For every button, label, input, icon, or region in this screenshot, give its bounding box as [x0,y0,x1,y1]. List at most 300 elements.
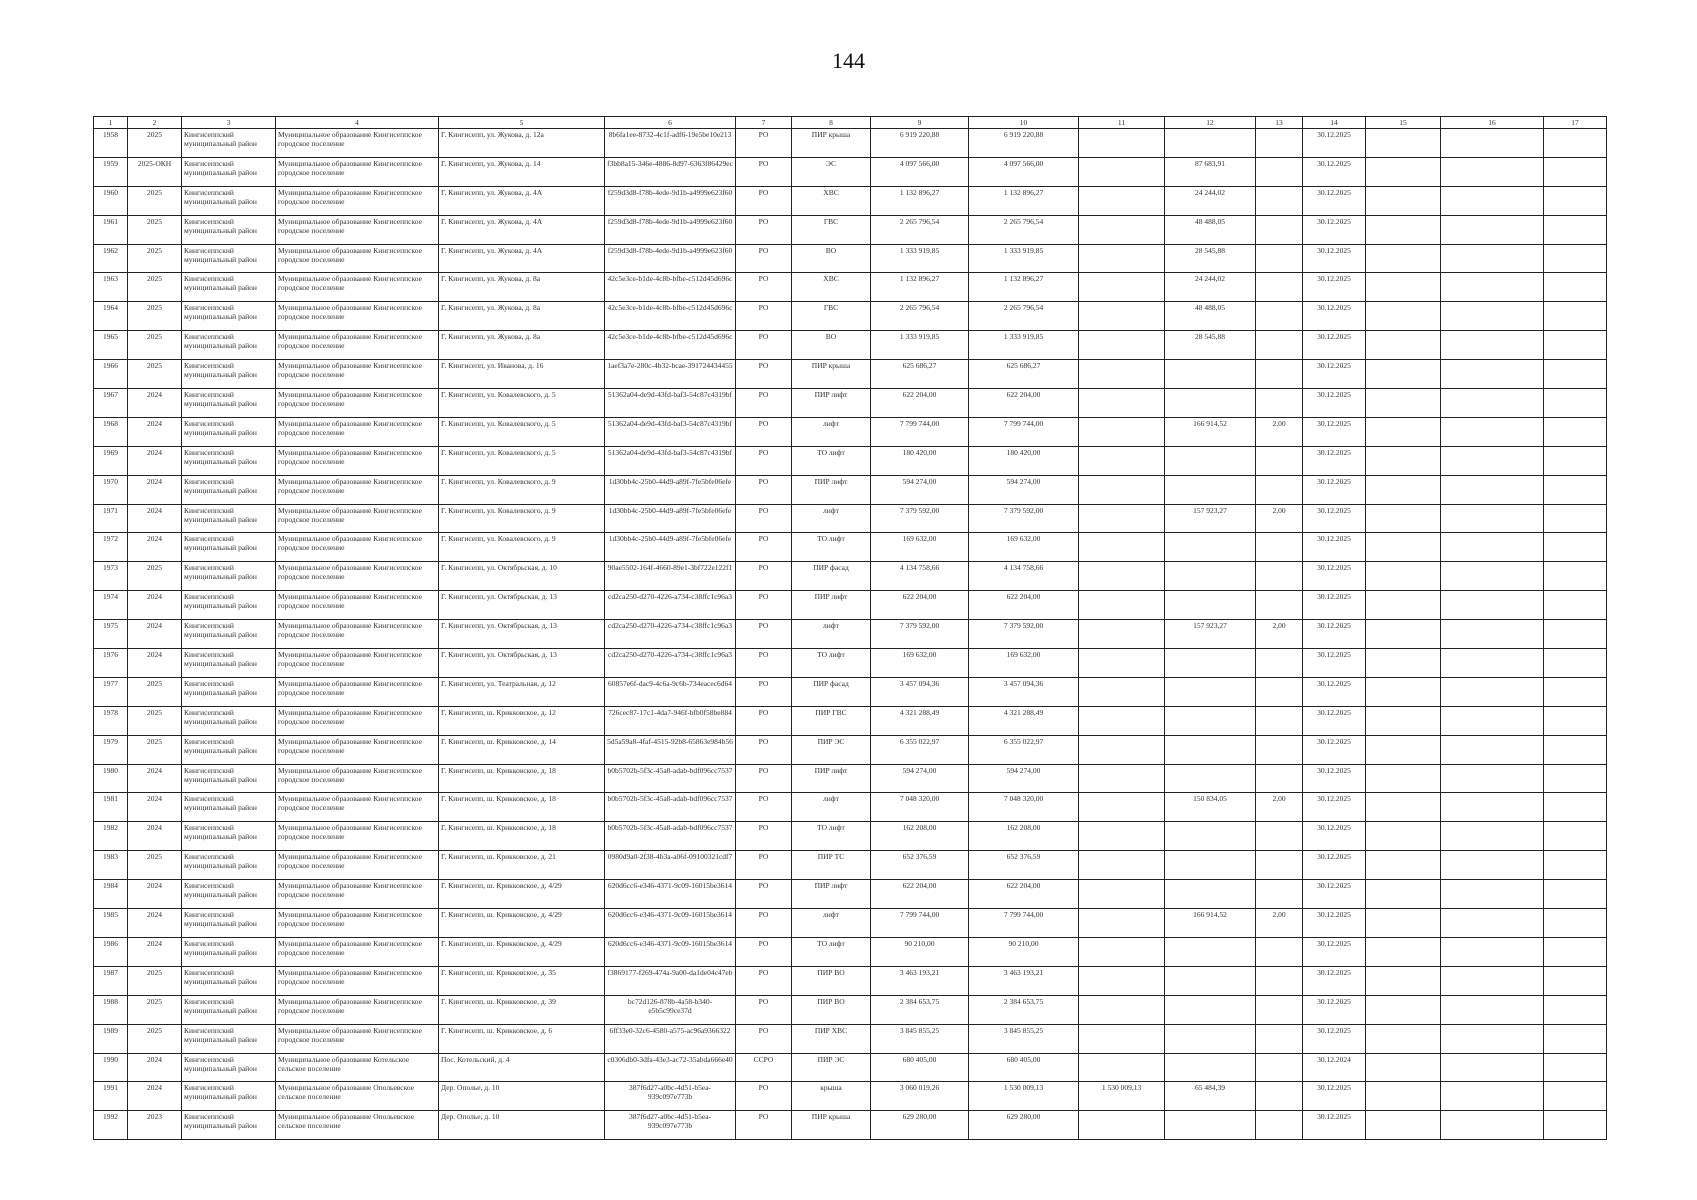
cell-program: РО [736,129,792,158]
cell-district: Кингисеппский муниципальный район [182,793,276,822]
cell-municipality: Муниципальное образование Кингисеппское городское поселение [276,706,439,735]
cell-total-cost: 169 632,00 [871,649,969,678]
page-number: 144 [832,48,865,73]
cell-cost-other [1079,562,1165,591]
table-header [94,117,1607,129]
cell-work-type: крыша [792,1082,871,1111]
cell-col-17 [1544,504,1607,533]
cell-total-cost: 169 632,00 [871,533,969,562]
cell-deadline: 30.12.2024 [1303,1053,1366,1082]
cell-col-15 [1366,389,1441,418]
table-row [94,822,1607,851]
cell-row-number: 1978 [94,706,128,735]
cell-total-cost: 6 355 022,97 [871,735,969,764]
cell-cost-fund: 2 384 653,75 [969,995,1079,1024]
cell-col-17 [1544,764,1607,793]
cell-total-cost: 7 379 592,00 [871,504,969,533]
cell-row-number: 1981 [94,793,128,822]
cell-deadline: 30.12.2025 [1303,533,1366,562]
cell-cost-fund: 162 208,00 [969,822,1079,851]
cell-row-number: 1966 [94,360,128,389]
cell-cost-fund: 7 379 592,00 [969,620,1079,649]
cell-municipality: Муниципальное образование Кингисеппское городское поселение [276,793,439,822]
cell-row-number: 1964 [94,302,128,331]
cell-col-15 [1366,937,1441,966]
cell-col-17 [1544,129,1607,158]
cell-cost-other [1079,1111,1165,1140]
cell-cost-extra [1165,1111,1256,1140]
cell-municipality: Муниципальное образование Кингисеппское городское поселение [276,909,439,938]
cell-cost-fund: 7 379 592,00 [969,504,1079,533]
cell-work-type: ПИР крыша [792,360,871,389]
cell-cost-fund: 1 333 919,85 [969,244,1079,273]
cell-work-type: лифт [792,620,871,649]
cell-address: Г. Кингисепп, ул. Октябрьская, д. 13 [439,620,605,649]
cell-deadline: 30.12.2025 [1303,706,1366,735]
cell-municipality: Муниципальное образование Кингисеппское городское поселение [276,822,439,851]
table-row [94,995,1607,1024]
cell-row-number: 1959 [94,157,128,186]
cell-program: РО [736,417,792,446]
cell-address: Г. Кингисепп, ш. Крикковское, д. 4/29 [439,937,605,966]
table-row [94,244,1607,273]
cell-col-15 [1366,475,1441,504]
cell-col-17 [1544,735,1607,764]
cell-cost-fund: 169 632,00 [969,649,1079,678]
cell-program: РО [736,360,792,389]
cell-total-cost: 594 274,00 [871,764,969,793]
cell-quantity: 2,00 [1256,620,1303,649]
cell-col-17 [1544,446,1607,475]
cell-row-number: 1976 [94,649,128,678]
cell-district: Кингисеппский муниципальный район [182,446,276,475]
cell-year: 2024 [128,793,182,822]
cell-col-17 [1544,1111,1607,1140]
cell-municipality: Муниципальное образование Кингисеппское городское поселение [276,417,439,446]
cell-total-cost: 4 097 566,00 [871,157,969,186]
cell-district: Кингисеппский муниципальный район [182,504,276,533]
cell-year: 2025 [128,360,182,389]
cell-col-16 [1441,649,1544,678]
cell-guid: bc72d126-878b-4a58-b340-e5b5c99ce37d [605,995,736,1024]
cell-col-15 [1366,1082,1441,1111]
cell-total-cost: 4 134 758,66 [871,562,969,591]
cell-row-number: 1971 [94,504,128,533]
cell-quantity [1256,446,1303,475]
cell-col-15 [1366,446,1441,475]
cell-col-15 [1366,649,1441,678]
cell-municipality: Муниципальное образование Кингисеппское городское поселение [276,562,439,591]
cell-quantity [1256,591,1303,620]
cell-year: 2025 [128,706,182,735]
cell-cost-other [1079,475,1165,504]
cell-cost-fund: 1 132 896,27 [969,186,1079,215]
cell-row-number: 1990 [94,1053,128,1082]
cell-deadline: 30.12.2025 [1303,186,1366,215]
cell-address: Г. Кингисепп, ш. Крикковское, д. 21 [439,851,605,880]
cell-cost-extra [1165,446,1256,475]
cell-deadline: 30.12.2025 [1303,417,1366,446]
cell-address: Г. Кингисепп, ул. Жукова, д. 4А [439,215,605,244]
cell-cost-extra: 166 914,52 [1165,909,1256,938]
cell-program: РО [736,851,792,880]
cell-deadline: 30.12.2025 [1303,157,1366,186]
cell-work-type: лифт [792,504,871,533]
cell-row-number: 1983 [94,851,128,880]
cell-guid: 1d30bb4c-25b0-44d9-a89f-7fe5bfe06efe [605,475,736,504]
cell-district: Кингисеппский муниципальный район [182,591,276,620]
cell-guid: b0b5702b-5f3c-45a8-adab-bdf096cc7537 [605,764,736,793]
cell-address: Г. Кингисепп, ш. Крикковское, д. 18 [439,822,605,851]
cell-cost-other [1079,677,1165,706]
table-row [94,475,1607,504]
table-container [93,116,1606,1140]
cell-year: 2025 [128,186,182,215]
cell-cost-extra [1165,129,1256,158]
cell-district: Кингисеппский муниципальный район [182,129,276,158]
cell-row-number: 1972 [94,533,128,562]
cell-address: Г. Кингисепп, ш. Крикковское, д. 18 [439,764,605,793]
data-table [93,116,1607,1140]
cell-work-type: ПИР ХВС [792,1024,871,1053]
cell-cost-other [1079,706,1165,735]
cell-cost-extra: 48 488,05 [1165,302,1256,331]
cell-cost-fund: 622 204,00 [969,591,1079,620]
cell-deadline: 30.12.2025 [1303,360,1366,389]
cell-work-type: ПИР лифт [792,764,871,793]
cell-row-number: 1992 [94,1111,128,1140]
cell-cost-fund: 1 132 896,27 [969,273,1079,302]
cell-program: РО [736,504,792,533]
cell-address: Г. Кингисепп, ш. Крикковское, д. 39 [439,995,605,1024]
cell-quantity [1256,129,1303,158]
cell-col-15 [1366,966,1441,995]
cell-row-number: 1962 [94,244,128,273]
cell-cost-extra [1165,966,1256,995]
cell-program: РО [736,533,792,562]
cell-cost-fund: 2 265 796,54 [969,302,1079,331]
cell-cost-extra [1165,677,1256,706]
cell-total-cost: 3 457 094,36 [871,677,969,706]
cell-col-17 [1544,1024,1607,1053]
cell-guid: f3869177-f269-474a-9a00-da1de04c47eb [605,966,736,995]
cell-year: 2024 [128,389,182,418]
cell-col-16 [1441,389,1544,418]
cell-program: РО [736,649,792,678]
cell-col-15 [1366,735,1441,764]
cell-address: Дер. Ополье, д. 10 [439,1111,605,1140]
table-row [94,706,1607,735]
cell-cost-extra: 150 834,05 [1165,793,1256,822]
cell-col-17 [1544,360,1607,389]
cell-deadline: 30.12.2025 [1303,273,1366,302]
cell-district: Кингисеппский муниципальный район [182,302,276,331]
cell-address: Г. Кингисепп, ул. Жукова, д. 12а [439,129,605,158]
cell-col-17 [1544,186,1607,215]
cell-district: Кингисеппский муниципальный район [182,706,276,735]
cell-col-15 [1366,851,1441,880]
cell-address: Г. Кингисепп, ш. Крикковское, д. 12 [439,706,605,735]
cell-program: РО [736,677,792,706]
cell-address: Г. Кингисепп, ул. Октябрьская, д. 13 [439,649,605,678]
cell-district: Кингисеппский муниципальный район [182,880,276,909]
cell-quantity [1256,389,1303,418]
cell-work-type: ПИР лифт [792,475,871,504]
cell-total-cost: 7 799 744,00 [871,909,969,938]
cell-cost-other [1079,909,1165,938]
cell-year: 2025 [128,302,182,331]
cell-program: РО [736,1111,792,1140]
cell-work-type: ВО [792,331,871,360]
cell-col-15 [1366,620,1441,649]
cell-quantity [1256,764,1303,793]
cell-row-number: 1991 [94,1082,128,1111]
cell-cost-other [1079,446,1165,475]
column-header-6: 6 [605,117,736,129]
cell-col-17 [1544,851,1607,880]
cell-work-type: лифт [792,793,871,822]
cell-program: РО [736,793,792,822]
table-row [94,157,1607,186]
cell-quantity [1256,273,1303,302]
cell-program: РО [736,620,792,649]
cell-deadline: 30.12.2025 [1303,1111,1366,1140]
cell-municipality: Муниципальное образование Кингисеппское городское поселение [276,360,439,389]
cell-total-cost: 162 208,00 [871,822,969,851]
column-header-2: 2 [128,117,182,129]
cell-total-cost: 625 686,27 [871,360,969,389]
cell-guid: 387f6d27-a0bc-4d51-b5ea-939c097e773b [605,1082,736,1111]
cell-work-type: ПИР фасад [792,562,871,591]
cell-year: 2023 [128,1111,182,1140]
cell-district: Кингисеппский муниципальный район [182,1111,276,1140]
cell-year: 2024 [128,764,182,793]
cell-municipality: Муниципальное образование Кингисеппское городское поселение [276,186,439,215]
cell-work-type: ПИР ТС [792,851,871,880]
cell-quantity [1256,1082,1303,1111]
cell-address: Г. Кингисепп, ул. Ковалевского, д. 5 [439,446,605,475]
cell-col-17 [1544,562,1607,591]
cell-col-15 [1366,504,1441,533]
cell-guid: 51362a04-de9d-43fd-baf3-54c87c4319bf [605,446,736,475]
cell-work-type: ПИР лифт [792,591,871,620]
cell-municipality: Муниципальное образование Кингисеппское городское поселение [276,244,439,273]
cell-year: 2025 [128,273,182,302]
cell-address: Г. Кингисепп, ул. Иванова, д. 16 [439,360,605,389]
column-header-12: 12 [1165,117,1256,129]
cell-cost-extra [1165,764,1256,793]
cell-year: 2024 [128,880,182,909]
table-row [94,1111,1607,1140]
table-row [94,793,1607,822]
column-header-8: 8 [792,117,871,129]
cell-quantity [1256,302,1303,331]
cell-municipality: Муниципальное образование Кингисеппское городское поселение [276,475,439,504]
column-header-14: 14 [1303,117,1366,129]
cell-work-type: ПИР ВО [792,966,871,995]
cell-total-cost: 4 321 288,49 [871,706,969,735]
cell-work-type: ПИР ЭС [792,735,871,764]
cell-quantity [1256,1024,1303,1053]
cell-address: Г. Кингисепп, ул. Ковалевского, д. 9 [439,475,605,504]
cell-cost-extra [1165,360,1256,389]
cell-cost-extra [1165,937,1256,966]
cell-cost-other [1079,764,1165,793]
cell-work-type: ПИР лифт [792,880,871,909]
cell-deadline: 30.12.2025 [1303,880,1366,909]
cell-deadline: 30.12.2025 [1303,1082,1366,1111]
cell-quantity [1256,157,1303,186]
cell-cost-extra: 166 914,52 [1165,417,1256,446]
cell-program: РО [736,157,792,186]
cell-district: Кингисеппский муниципальный район [182,562,276,591]
cell-deadline: 30.12.2025 [1303,937,1366,966]
cell-deadline: 30.12.2025 [1303,446,1366,475]
cell-municipality: Муниципальное образование Опольевское сельское поселение [276,1111,439,1140]
table-row [94,273,1607,302]
cell-deadline: 30.12.2025 [1303,215,1366,244]
cell-cost-extra [1165,822,1256,851]
cell-quantity [1256,822,1303,851]
cell-program: РО [736,764,792,793]
cell-program: РО [736,331,792,360]
cell-municipality: Муниципальное образование Кингисеппское городское поселение [276,937,439,966]
cell-col-15 [1366,793,1441,822]
cell-cost-extra: 24 244,02 [1165,186,1256,215]
cell-quantity [1256,533,1303,562]
cell-guid: 42c5e3ce-b1de-4c8b-bfbe-c512d45d696c [605,331,736,360]
cell-year: 2024 [128,417,182,446]
cell-address: Г. Кингисепп, ш. Крикковское, д. 6 [439,1024,605,1053]
cell-row-number: 1961 [94,215,128,244]
cell-cost-other [1079,851,1165,880]
cell-total-cost: 180 420,00 [871,446,969,475]
cell-col-15 [1366,909,1441,938]
cell-col-17 [1544,966,1607,995]
cell-work-type: ХВС [792,273,871,302]
cell-col-17 [1544,389,1607,418]
cell-row-number: 1987 [94,966,128,995]
cell-work-type: ТО лифт [792,937,871,966]
cell-row-number: 1967 [94,389,128,418]
cell-year: 2025-ОКН [128,157,182,186]
cell-row-number: 1984 [94,880,128,909]
cell-col-15 [1366,562,1441,591]
cell-col-16 [1441,822,1544,851]
table-row [94,129,1607,158]
cell-col-17 [1544,909,1607,938]
cell-deadline: 30.12.2025 [1303,504,1366,533]
cell-municipality: Муниципальное образование Кингисеппское городское поселение [276,880,439,909]
cell-cost-fund: 622 204,00 [969,880,1079,909]
table-row [94,620,1607,649]
cell-municipality: Муниципальное образование Кингисеппское городское поселение [276,446,439,475]
cell-district: Кингисеппский муниципальный район [182,1082,276,1111]
cell-district: Кингисеппский муниципальный район [182,822,276,851]
cell-quantity [1256,937,1303,966]
cell-col-16 [1441,909,1544,938]
cell-col-16 [1441,331,1544,360]
cell-cost-other [1079,389,1165,418]
cell-work-type: лифт [792,417,871,446]
cell-cost-fund: 629 280,00 [969,1111,1079,1140]
cell-deadline: 30.12.2025 [1303,995,1366,1024]
cell-quantity [1256,331,1303,360]
cell-municipality: Муниципальное образование Кингисеппское городское поселение [276,129,439,158]
cell-work-type: ТО лифт [792,649,871,678]
cell-col-16 [1441,302,1544,331]
cell-quantity [1256,649,1303,678]
cell-municipality: Муниципальное образование Кингисеппское городское поселение [276,157,439,186]
cell-program: РО [736,706,792,735]
cell-deadline: 30.12.2025 [1303,764,1366,793]
cell-col-16 [1441,157,1544,186]
cell-quantity [1256,186,1303,215]
cell-district: Кингисеппский муниципальный район [182,360,276,389]
cell-total-cost: 7 379 592,00 [871,620,969,649]
cell-address: Г. Кингисепп, ш. Крикковское, д. 18 [439,793,605,822]
cell-address: Г. Кингисепп, ул. Октябрьская, д. 10 [439,562,605,591]
cell-cost-fund: 4 134 758,66 [969,562,1079,591]
cell-total-cost: 3 463 193,21 [871,966,969,995]
cell-program: РО [736,186,792,215]
cell-total-cost: 3 845 855,25 [871,1024,969,1053]
table-row [94,302,1607,331]
cell-guid: c0306db0-3dfa-43e3-ac72-35abda666e40 [605,1053,736,1082]
cell-total-cost: 90 210,00 [871,937,969,966]
table-row [94,331,1607,360]
cell-program: РО [736,446,792,475]
cell-district: Кингисеппский муниципальный район [182,186,276,215]
cell-address: Дер. Ополье, д. 10 [439,1082,605,1111]
cell-program: РО [736,822,792,851]
cell-guid: 0980d9a0-2f38-4b3a-a06f-09100321cdf7 [605,851,736,880]
cell-district: Кингисеппский муниципальный район [182,157,276,186]
cell-total-cost: 3 060 019,26 [871,1082,969,1111]
cell-cost-extra [1165,995,1256,1024]
cell-cost-fund: 1 530 009,13 [969,1082,1079,1111]
cell-col-16 [1441,1111,1544,1140]
cell-cost-extra: 24 244,02 [1165,273,1256,302]
cell-district: Кингисеппский муниципальный район [182,475,276,504]
cell-guid: 42c5e3ce-b1de-4c8b-bfbe-c512d45d696c [605,302,736,331]
cell-year: 2024 [128,822,182,851]
cell-municipality: Муниципальное образование Кингисеппское городское поселение [276,677,439,706]
cell-district: Кингисеппский муниципальный район [182,215,276,244]
cell-cost-fund: 4 097 566,00 [969,157,1079,186]
table-row [94,1053,1607,1082]
cell-col-15 [1366,764,1441,793]
cell-col-15 [1366,533,1441,562]
table-row [94,851,1607,880]
cell-total-cost: 1 333 919,85 [871,331,969,360]
cell-total-cost: 622 204,00 [871,389,969,418]
cell-guid: b0b5702b-5f3c-45a8-adab-bdf096cc7537 [605,793,736,822]
cell-address: Г. Кингисепп, ул. Жукова, д. 8а [439,273,605,302]
cell-municipality: Муниципальное образование Кингисеппское городское поселение [276,389,439,418]
cell-year: 2025 [128,562,182,591]
column-header-13: 13 [1256,117,1303,129]
cell-district: Кингисеппский муниципальный район [182,620,276,649]
cell-col-16 [1441,880,1544,909]
cell-guid: f259d3d8-f78b-4ede-9d1b-a4999e623f60 [605,215,736,244]
cell-quantity [1256,995,1303,1024]
cell-district: Кингисеппский муниципальный район [182,649,276,678]
cell-program: РО [736,735,792,764]
cell-cost-other [1079,129,1165,158]
cell-quantity [1256,360,1303,389]
cell-row-number: 1965 [94,331,128,360]
